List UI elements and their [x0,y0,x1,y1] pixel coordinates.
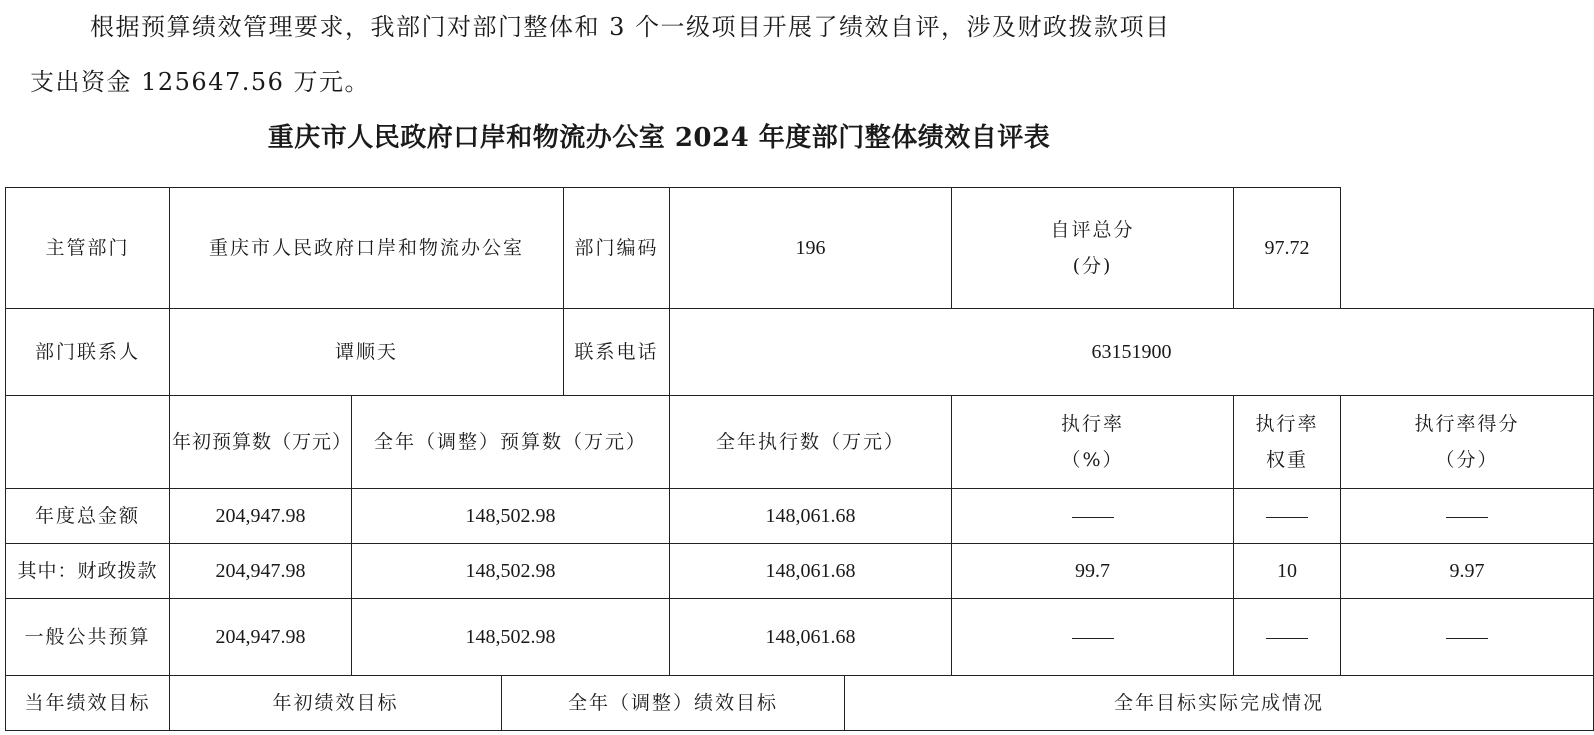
row-adjusted: 148,502.98 [352,544,670,599]
goals-label: 当年绩效目标 [6,676,170,731]
row-initial: 204,947.98 [170,599,352,676]
code-label: 部门编码 [564,188,670,309]
phone-label: 联系电话 [564,309,670,396]
dept-label: 主管部门 [6,188,170,309]
goals-actual: 全年目标实际完成情况 [845,676,1594,731]
row-initial: 204,947.98 [170,544,352,599]
table-row [6,599,1594,676]
header-initial-budget: 年初预算数（万元） [170,396,352,489]
table-row-header [6,396,1594,489]
score-label: 自评总分 (分) [952,188,1234,309]
dash-mark [1072,517,1114,518]
table-row-goals [6,676,1594,731]
score-value: 97.72 [1234,188,1341,309]
table-row [6,489,1594,544]
row-rate: 99.7 [952,544,1234,599]
row-weight: 10 [1234,544,1341,599]
table-row [6,544,1594,599]
header-weight: 执行率 权重 [1234,396,1341,489]
dash-mark [1446,638,1488,639]
row-adjusted: 148,502.98 [352,599,670,676]
table-row-contact [6,309,1594,396]
goals-adjusted: 全年（调整）绩效目标 [502,676,845,731]
header-adjusted-budget: 全年（调整）预算数（万元） [352,396,670,489]
dept-value: 重庆市人民政府口岸和物流办公室 [170,188,564,309]
table-row-department [6,188,1594,309]
header-blank [6,396,170,489]
evaluation-table [5,187,1594,731]
dash-mark [1266,517,1308,518]
row-label: 一般公共预算 [6,599,170,676]
dash-mark [1266,638,1308,639]
goals-initial: 年初绩效目标 [170,676,502,731]
row-executed: 148,061.68 [670,599,952,676]
row-score: 9.97 [1341,544,1594,599]
row-weight [1234,489,1341,544]
dash-mark [1072,638,1114,639]
phone-value: 63151900 [670,309,1594,396]
contact-label: 部门联系人 [6,309,170,396]
row-weight [1234,599,1341,676]
dash-mark [1446,517,1488,518]
row-executed: 148,061.68 [670,544,952,599]
row-rate [952,599,1234,676]
header-executed: 全年执行数（万元） [670,396,952,489]
row-adjusted: 148,502.98 [352,489,670,544]
header-score: 执行率得分 （分） [1341,396,1594,489]
intro-line-1: 根据预算绩效管理要求，我部门对部门整体和 3 个一级项目开展了绩效自评，涉及财政拨款项目 [90,13,1171,41]
row-score [1341,489,1594,544]
row-initial: 204,947.98 [170,489,352,544]
row-label: 年度总金额 [6,489,170,544]
intro-paragraph [30,0,1300,110]
row-label: 其中：财政拨款 [6,544,170,599]
table-title: 重庆市人民政府口岸和物流办公室 2024 年度部门整体绩效自评表 [267,123,1051,153]
row-score [1341,599,1594,676]
header-rate: 执行率 （%） [952,396,1234,489]
contact-value: 谭顺天 [170,309,564,396]
code-value: 196 [670,188,952,309]
row-executed: 148,061.68 [670,489,952,544]
row-rate [952,489,1234,544]
intro-line-2: 支出资金 125647.56 万元。 [30,68,371,96]
